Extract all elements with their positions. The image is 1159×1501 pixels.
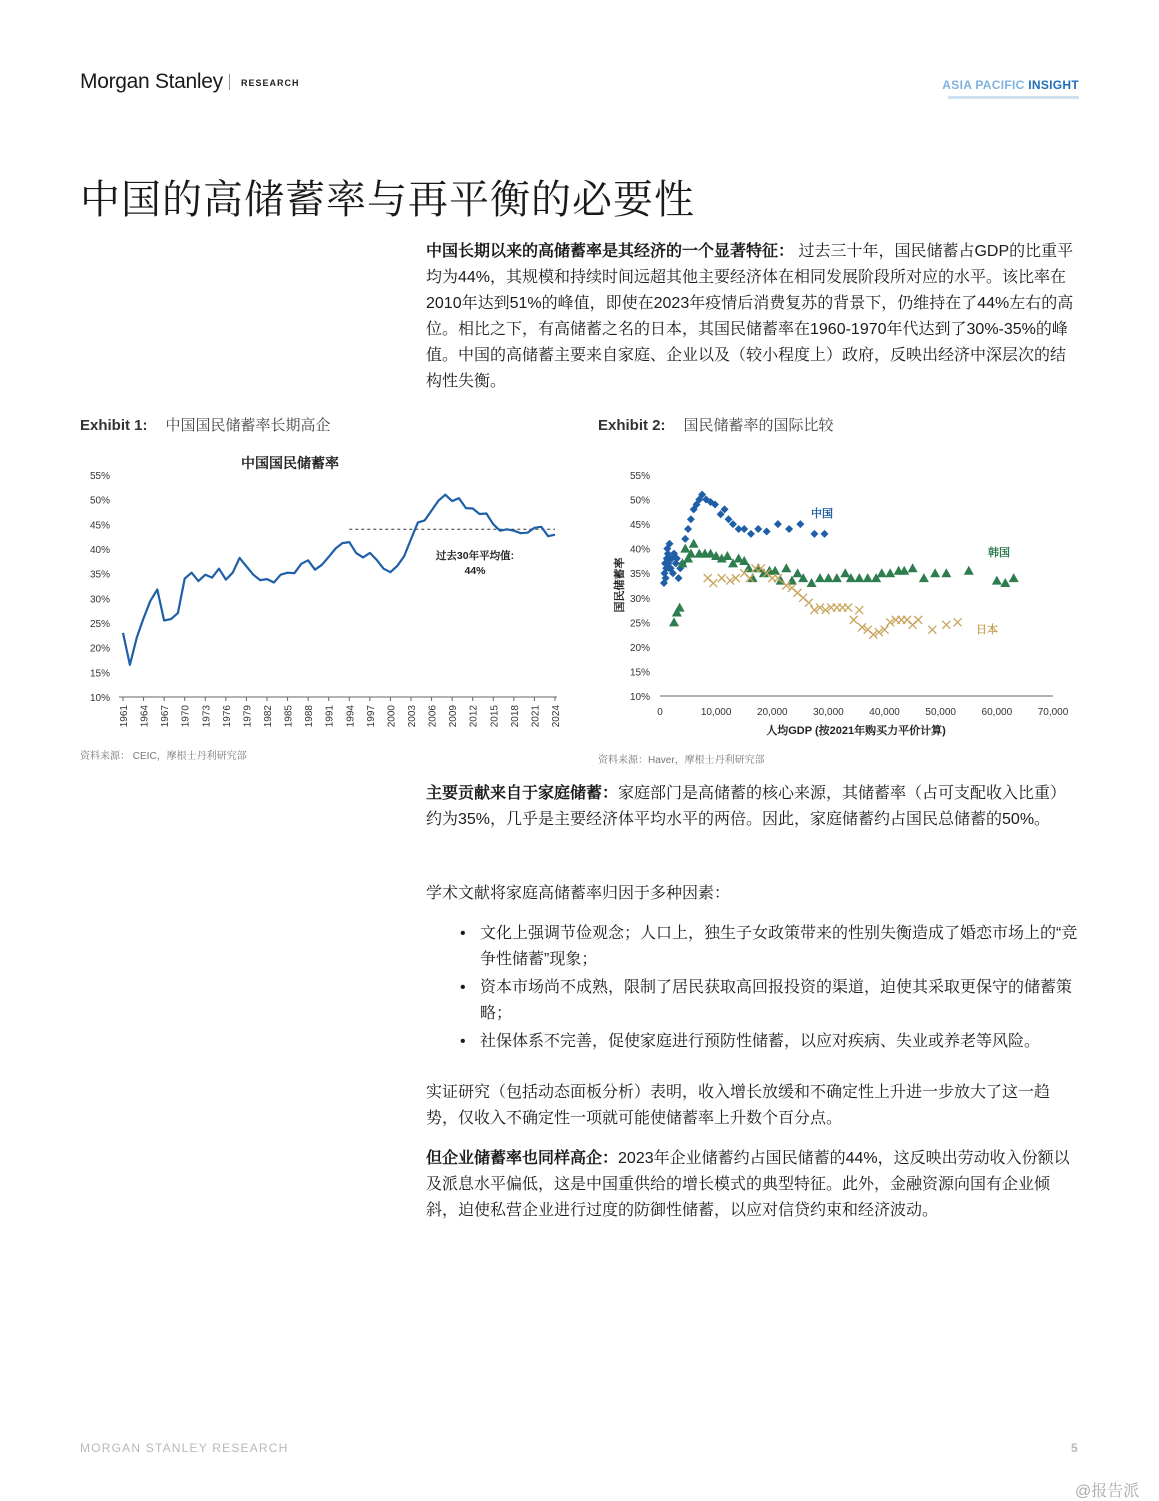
china-point — [774, 520, 782, 528]
corporate-body: 2023年企业储蓄约占国民储蓄的44%，这反映出劳动收入份额以及派息水平偏低，这是中国重供给的增长模式的典型特征。此外，金融资源向国有企业倾斜，迫使私营企业进行过度的防御性储蓄，以应对信贷约束和经济波动。 — [426, 1150, 1070, 1219]
exhibit2-header — [598, 414, 834, 435]
korea-point — [832, 573, 842, 582]
chart1-x-tick-label: 2024 — [551, 705, 562, 728]
chart1-x-tick-label: 2009 — [448, 705, 460, 728]
korea-point — [863, 573, 873, 582]
household-lead: 主要贡献来自于家庭储蓄： — [426, 785, 619, 802]
intro-body: 过去三十年，国民储蓄占GDP的比重平均为44%，其规模和持续时间远超其他主要经济体在相同发展阶段所对应的水平。该比率在2010年达到51%的峰值，即使在2023年疫情后消费复苏的背景下，仍维持在了44%左右的高位。相比之下，有高储蓄之名的日本，其国民储蓄率在1960-1970年代达到了30%-35%的峰值。中国的高储蓄主要来自家庭、企业以及（较小程度上）政府，反映出经济中深层次的结构性失衡。 — [426, 243, 1074, 390]
morgan-stanley-logo: Morgan Stanley — [80, 70, 223, 93]
japan-point — [844, 604, 852, 612]
household-body: 家庭部门是高储蓄的核心来源，其储蓄率（占可支配收入比重）约为35%，几乎是主要经济体平均水平的两倍。因此，家庭储蓄约占国民总储蓄的50%。 — [426, 785, 1067, 828]
chart2-x-tick-label: 40,000 — [869, 707, 900, 718]
chart1-x-tick-label: 2012 — [468, 705, 480, 728]
chart2-y-tick-label: 40% — [629, 544, 650, 556]
exhibit1-header — [80, 414, 331, 435]
japan-point — [709, 579, 717, 587]
japan-point — [928, 626, 936, 634]
china-point — [810, 530, 818, 538]
page-title: 中国的高储蓄率与再平衡的必要性 — [80, 178, 695, 222]
chart2-y-tick-label: 55% — [629, 471, 650, 482]
chart2-series-label: 韩国 — [988, 547, 1010, 559]
chart1-x-tick-label: 1970 — [180, 705, 192, 728]
chart2-y-tick-label: 35% — [629, 569, 650, 581]
series-label-light: ASIA PACIFIC — [942, 78, 1025, 92]
exhibit2-title: 国民储蓄率的国际比较 — [683, 417, 834, 434]
korea-point — [941, 568, 951, 577]
china-point — [796, 520, 804, 528]
chart1-x-tick-label: 1982 — [263, 705, 274, 728]
chart1-x-tick-label: 1973 — [201, 705, 213, 728]
korea-point — [1009, 573, 1019, 582]
chart2-series-label: 中国 — [811, 508, 833, 520]
chart2-y-tick-label: 30% — [629, 593, 650, 605]
chart1-y-tick-label: 40% — [89, 545, 110, 556]
chart1-y-tick-label: 35% — [89, 569, 110, 581]
household-paragraph — [426, 781, 1079, 833]
research-label: RESEARCH — [241, 78, 300, 88]
chart2-y-tick-label: 25% — [629, 618, 650, 630]
chart1-title: 中国国民储蓄率 — [241, 455, 339, 471]
chart2-x-tick-label: 20,000 — [756, 707, 788, 718]
chart1-x-tick-label: 2006 — [427, 705, 439, 728]
japan-point — [954, 618, 962, 626]
korea-point — [908, 563, 918, 572]
korea-point — [669, 617, 679, 626]
chart1-x-tick-label: 1985 — [283, 705, 295, 728]
chart2-x-tick-label: 10,000 — [700, 707, 732, 718]
exhibit2-source: 资料来源：Haver，摩根士丹利研究部 — [598, 755, 765, 766]
korea-point — [964, 566, 974, 575]
corporate-lead: 但企业储蓄率也同样高企： — [426, 1150, 619, 1167]
china-point — [747, 530, 755, 538]
korea-point — [781, 563, 791, 572]
chart1-x-tick-label: 2015 — [489, 705, 501, 728]
korea-point — [675, 603, 685, 612]
china-point — [675, 574, 683, 582]
korea-point — [919, 573, 929, 582]
chart1-average-value: 44% — [464, 565, 486, 577]
chart2-y-tick-label: 20% — [629, 642, 650, 654]
chart1-y-tick-label: 15% — [89, 668, 110, 680]
china-point — [681, 535, 689, 543]
japan-point — [805, 599, 813, 607]
intro-lead: 中国长期以来的高储蓄率是其经济的一个显著特征： — [426, 243, 795, 260]
factors-list — [456, 921, 1079, 1057]
chart1-svg — [80, 450, 580, 740]
factor-item: • 文化上强调节俭观念；人口上，独生子女政策带来的性别失衡造成了婚恋市场上的“竞争性储蓄”现象； — [456, 921, 1079, 973]
chart1-y-tick-label: 10% — [89, 693, 110, 704]
japan-point — [855, 606, 863, 614]
korea-point — [722, 551, 732, 560]
chart1-series-line — [123, 495, 555, 665]
watermark: @报告派 — [1075, 1483, 1140, 1500]
korea-point — [877, 568, 887, 577]
chart1-x-tick-label: 1979 — [242, 705, 254, 728]
china-point — [763, 527, 771, 535]
korea-point — [992, 576, 1002, 585]
chart1-y-tick-label: 25% — [89, 619, 110, 630]
chart2-y-tick-label: 50% — [629, 495, 650, 507]
page-number: 5 — [1071, 1441, 1078, 1455]
chart2-x-tick-label: 0 — [657, 707, 663, 718]
chart1-y-tick-label: 55% — [89, 471, 110, 482]
exhibit1-label: Exhibit 1: — [80, 417, 148, 434]
japan-point — [914, 616, 922, 624]
intro-paragraph — [426, 239, 1079, 395]
chart2-y-tick-label: 10% — [629, 692, 650, 703]
japan-point — [718, 574, 726, 582]
exhibit2-label: Exhibit 2: — [598, 417, 666, 434]
chart1-x-tick-label: 1997 — [365, 705, 377, 728]
japan-point — [850, 616, 858, 624]
chart1-x-tick-label: 1976 — [221, 705, 233, 728]
chart1-x-tick-label: 2003 — [407, 705, 418, 728]
chart1-x-tick-label: 1988 — [304, 705, 316, 728]
exhibit1-source: 资料来源： CEIC，摩根士丹利研究部 — [80, 751, 247, 762]
chart1-x-tick-label: 1961 — [119, 705, 130, 728]
header-divider — [229, 74, 230, 90]
chart1-y-tick-label: 50% — [89, 495, 110, 507]
footer-brand: MORGAN STANLEY RESEARCH — [80, 1441, 289, 1455]
korea-point — [1000, 578, 1010, 587]
factor-item: • 社保体系不完善，促使家庭进行预防性储蓄，以应对疾病、失业或养老等风险。 — [456, 1029, 1079, 1055]
chart1-x-tick-label: 1967 — [160, 705, 172, 728]
korea-point — [815, 573, 825, 582]
china-point — [754, 525, 762, 533]
chart1-x-tick-label: 2018 — [509, 705, 521, 728]
chart2-x-tick-label: 60,000 — [981, 707, 1013, 718]
china-point — [820, 530, 828, 538]
korea-point — [823, 573, 833, 582]
factor-item: • 资本市场尚不成熟，限制了居民获取高回报投资的渠道，迫使其采取更保守的储蓄策略； — [456, 975, 1079, 1027]
korea-point — [930, 568, 940, 577]
korea-point — [840, 568, 850, 577]
china-point — [740, 525, 748, 533]
china-point — [785, 525, 793, 533]
factors-intro: 学术文献将家庭高储蓄率归因于多种因素： — [426, 885, 731, 902]
chart2-x-tick-label: 50,000 — [925, 707, 957, 718]
korea-point — [854, 573, 864, 582]
china-point — [684, 525, 692, 533]
chart2-y-tick-label: 15% — [629, 667, 650, 679]
chart1-y-tick-label: 30% — [89, 594, 110, 606]
exhibit1-title: 中国国民储蓄率长期高企 — [165, 417, 331, 434]
chart1-x-tick-label: 1991 — [324, 705, 336, 728]
chart2-series-label: 日本 — [976, 624, 998, 636]
empirical-paragraph: 实证研究（包括动态面板分析）表明，收入增长放缓和不确定性上升进一步放大了这一趋势，仅收入不确定性一项就可能使储蓄率上升数个百分点。 — [426, 1084, 1051, 1127]
chart2-svg — [598, 450, 1079, 740]
korea-point — [793, 568, 803, 577]
chart1-y-tick-label: 20% — [89, 643, 110, 655]
chart1-average-label: 过去30年平均值: — [435, 550, 515, 562]
chart2-x-tick-label: 70,000 — [1037, 707, 1069, 718]
chart1-x-tick-label: 2021 — [530, 705, 542, 728]
korea-point — [885, 568, 895, 577]
japan-point — [942, 621, 950, 629]
chart2-y-axis-label: 国民储蓄率 — [614, 557, 626, 613]
series-label — [942, 78, 1079, 92]
chart2-y-tick-label: 45% — [629, 520, 650, 532]
korea-point — [680, 544, 690, 553]
chart1-x-tick-label: 2000 — [386, 705, 398, 728]
korea-point — [807, 578, 817, 587]
chart2-x-axis-label: 人均GDP (按2021年购买力平价计算) — [766, 725, 946, 737]
korea-point — [689, 539, 699, 548]
corporate-paragraph — [426, 1146, 1079, 1224]
series-label-bold: INSIGHT — [1028, 78, 1079, 92]
chart1-y-tick-label: 45% — [89, 520, 110, 532]
chart1-x-tick-label: 1964 — [139, 705, 151, 728]
series-underline — [948, 96, 1079, 99]
chart2-x-tick-label: 30,000 — [813, 707, 844, 718]
chart1-x-tick-label: 1994 — [345, 705, 357, 728]
china-point — [687, 515, 695, 523]
